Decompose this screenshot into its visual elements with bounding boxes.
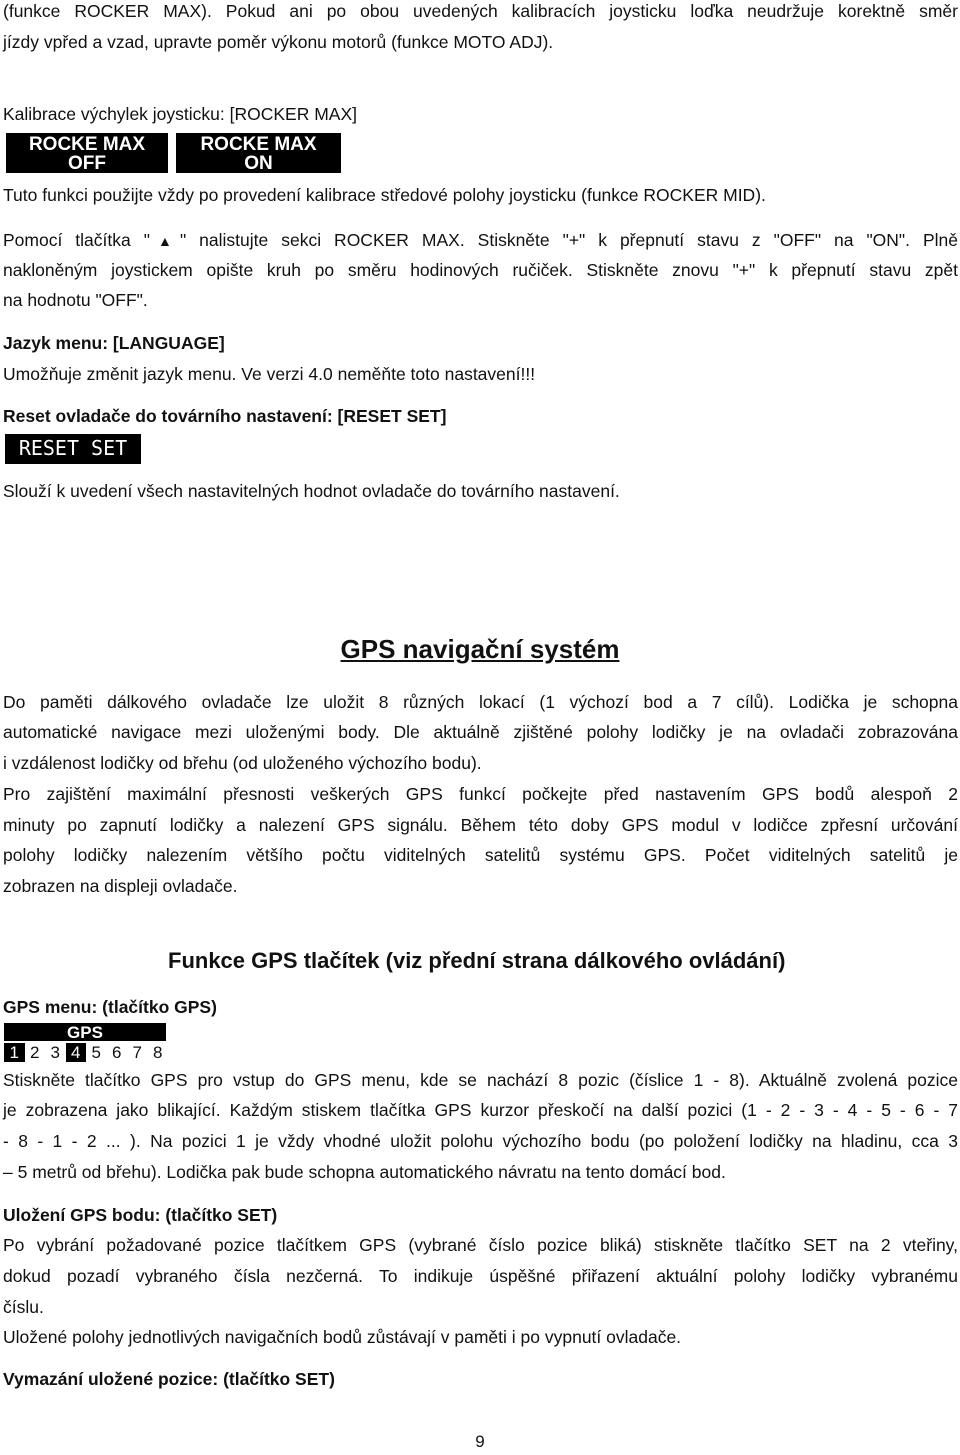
gps-paragraph-1-line-3: i vzdálenost lodičky od břehu (od uloženého výchozího bodu).	[3, 753, 482, 773]
lcd-row-2: OFF	[68, 153, 106, 174]
intro-line-2: jízdy vpřed a vzad, upravte poměr výkonu motorů (funkce MOTO ADJ).	[3, 32, 554, 52]
reset-text: Slouží k uvedení všech nastavitelných hodnot ovladače do továrního nastavení.	[3, 481, 620, 501]
gps-paragraph-2-line-2: minuty po zapnutí lodičky a nalezení GPS signálu. Během této doby GPS modul v lodičce zpřesní určování	[3, 815, 958, 835]
lcd-row-1: ROCKE MAX	[200, 134, 317, 155]
delete-position-heading: Vymazání uložené pozice: (tlačítko SET)	[3, 1369, 335, 1389]
lcd-gps-digits	[4, 1043, 168, 1062]
lcd-rocker-max-on	[176, 133, 341, 173]
rocker-max-paragraph-2-line-2: nakloněným joystickem opište kruh po směru hodinových ručiček. Stiskněte znovu "+" k přepnutí stavu zpět	[3, 260, 958, 280]
rocker-max-heading: Kalibrace výchylek joysticku: [ROCKER MAX]	[3, 104, 357, 124]
gps-paragraph-2-line-3: polohy lodičky nalezením většího počtu viditelných satelitů systému GPS. Počet viditelných satelitů je	[3, 845, 958, 865]
lcd-row-2: ON	[244, 153, 273, 174]
language-text: Umožňuje změnit jazyk menu. Ve verzi 4.0 neměňte toto nastavení!!!	[3, 364, 536, 384]
text-segment: Pomocí tlačítka "	[3, 230, 150, 250]
lcd-gps-digit: 4	[66, 1043, 87, 1062]
gps-buttons-title: Funkce GPS tlačítek (viz přední strana dálkového ovládání)	[168, 948, 786, 973]
lcd-row-1: ROCKE MAX	[28, 134, 146, 155]
gps-paragraph-1-line-2: automatické navigace mezi uloženými body. Dle aktuálně zjištěné polohy lodičky je na ovladači zobrazována	[3, 722, 958, 742]
gps-paragraph-2-line-1: Pro zajištění maximální přesnosti veškerých GPS funkcí počkejte před nastavením GPS bodů alespoň 2	[3, 784, 958, 804]
lcd-gps-menu	[4, 1023, 166, 1061]
save-gps-point-line-1: Po vybrání požadované pozice tlačítkem GPS (vybrané číslo pozice bliká) stiskněte tlačítko SET na 2 vteřiny,	[3, 1235, 958, 1255]
rocker-max-paragraph-2-line-1	[3, 229, 958, 252]
lcd-gps-digit: 2	[30, 1043, 40, 1062]
gps-menu-text-line-4: – 5 metrů od břehu). Lodička pak bude schopna automatického návratu na tento domácí bod.	[3, 1162, 726, 1182]
gps-paragraph-1-line-1: Do paměti dálkového ovladače lze uložit 8 různých lokací (1 výchozí bod a 7 cílů). Lodička je schopna	[3, 692, 958, 712]
gps-menu-text-line-2: je zobrazena jako blikající. Každým stiskem tlačítka GPS kurzor přeskočí na další pozici (1 - 2 - 3 - 4 - 5 - 6 - 7	[3, 1100, 958, 1120]
language-heading: Jazyk menu: [LANGUAGE]	[3, 333, 225, 353]
text-segment: " nalistujte sekci ROCKER MAX. Stiskněte "+" k přepnutí stavu z "OFF" na "ON". Plně	[180, 230, 958, 250]
page-number: 9	[475, 1432, 485, 1451]
lcd-gps-digit: 1	[4, 1043, 25, 1062]
save-gps-point-line-3: číslu.	[3, 1297, 44, 1317]
lcd-gps-digit: 6	[112, 1043, 122, 1062]
reset-heading: Reset ovladače do továrního nastavení: [RESET SET]	[3, 406, 447, 426]
intro-line-1: (funkce ROCKER MAX). Pokud ani po obou uvedených kalibracích joysticku loďka neudržuje korektně směr	[3, 1, 958, 21]
lcd-rocker-max-off	[6, 133, 168, 173]
gps-menu-heading: GPS menu: (tlačítko GPS)	[3, 997, 217, 1017]
save-gps-point-line-4: Uložené polohy jednotlivých navigačních bodů zůstávají v paměti i po vypnutí ovladače.	[3, 1327, 682, 1347]
lcd-reset-set: RESET SET	[5, 434, 141, 464]
gps-paragraph-2-line-4: zobrazen na displeji ovladače.	[3, 876, 238, 896]
lcd-gps-digit: 8	[153, 1043, 163, 1062]
lcd-gps-digit: 3	[50, 1043, 60, 1062]
gps-menu-text-line-3: - 8 - 1 - 2 ... ). Na pozici 1 je vždy vhodné uložit polohu výchozího bodu (po položení lodičky na hladinu, cca 3	[3, 1131, 958, 1151]
rocker-max-paragraph-1: Tuto funkci použijte vždy po provedení kalibrace středové polohy joysticku (funkce ROCKER MID).	[3, 185, 766, 205]
up-arrow-icon: ▲	[149, 233, 180, 249]
gps-section-title: GPS navigační systém	[340, 634, 620, 664]
save-gps-point-heading: Uložení GPS bodu: (tlačítko SET)	[3, 1205, 278, 1225]
lcd-gps-label: GPS	[4, 1023, 166, 1041]
save-gps-point-line-2: dokud pozadí vybraného čísla nezčerná. To indikuje úspěšné přiřazení aktuální polohy lodičky vybranému	[3, 1266, 958, 1286]
lcd-gps-digit: 7	[132, 1043, 142, 1062]
gps-menu-text-line-1: Stiskněte tlačítko GPS pro vstup do GPS menu, kde se nachází 8 pozic (číslice 1 - 8). Aktuálně zvolená pozice	[3, 1070, 958, 1090]
lcd-gps-digit: 5	[91, 1043, 101, 1062]
rocker-max-paragraph-2-line-3: na hodnotu "OFF".	[3, 290, 148, 310]
